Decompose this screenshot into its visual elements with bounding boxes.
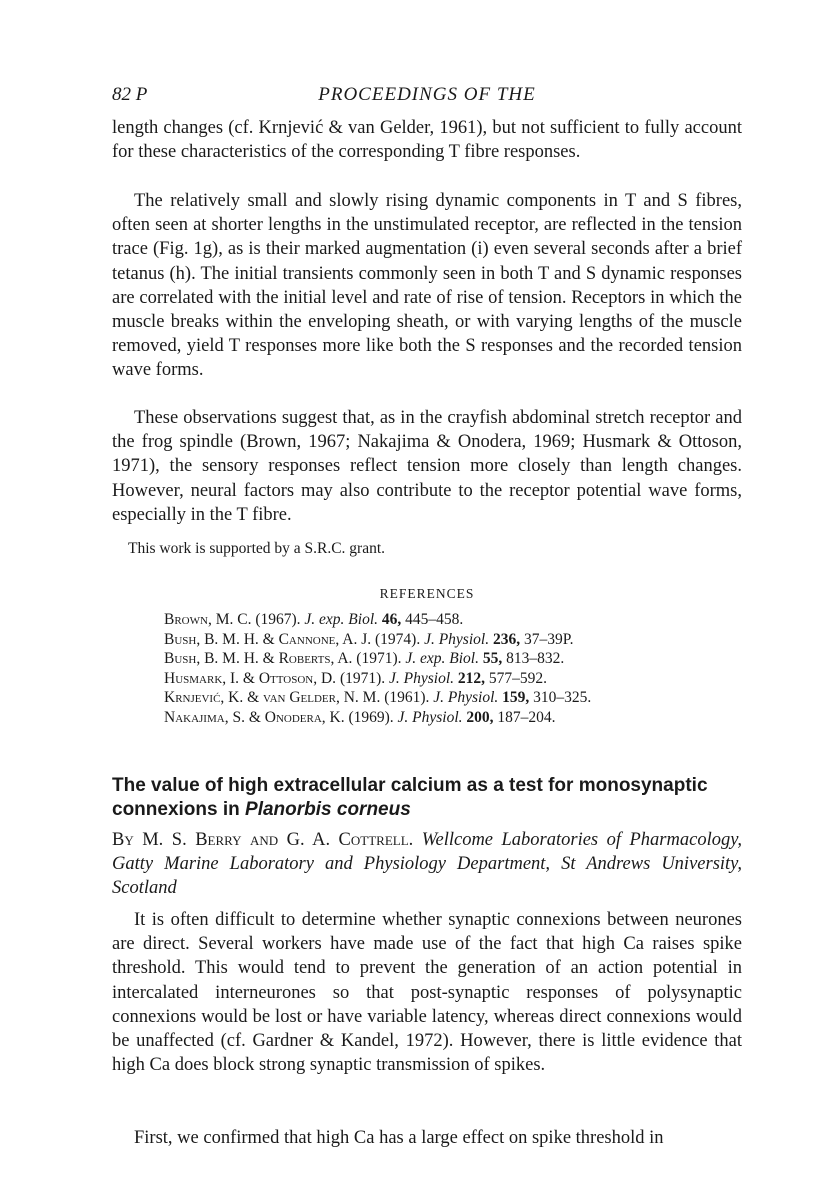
- reference-item: Husmark, I. & Ottoson, D. (1971). J. Physiol. 212, 577–592.: [164, 669, 548, 687]
- article-paragraph-1: It is often difficult to determine whether synaptic connexions between neurones are direct. Several workers have made use of the fact that high Ca raises spike threshold. This would tend to prevent the generation of an action potential in intercalated interneurones so that post-synaptic responses of polysynaptic connexions would be lost or have variable latency, whereas direct connexions would be unaffected (cf. Gardner & Kandel, 1972). However, there is little evidence that high Ca does block strong synaptic transmission of spikes.: [112, 910, 742, 1076]
- byline-authors: M. S. Berry and G. A. Cottrell.: [142, 830, 414, 850]
- body-paragraph-2: The relatively small and slowly rising dynamic components in T and S fibres, often seen at shorter lengths in the unstimulated receptor, are reflected in the tension trace (Fig. 1g), as is their marked augmentation (i) even several seconds after a brief tetanus (h). The initial transients commonly seen in both T and S dynamic responses are correlated with the initial level and rate of rise of tension. Receptors in which the muscle breaks within the enveloping sheath, or with varying lengths of the muscle removed, yield T responses more like both the S responses and the recorded tension wave forms.: [112, 191, 742, 381]
- reference-item: Nakajima, S. & Onodera, K. (1969). J. Physiol. 200, 187–204.: [164, 708, 556, 726]
- reference-item: Krnjević, K. & van Gelder, N. M. (1961). J. Physiol. 159, 310–325.: [164, 689, 592, 707]
- references-heading: REFERENCES: [379, 586, 475, 601]
- body-paragraph-3: These observations suggest that, as in the crayfish abdominal stretch receptor and the frog spindle (Brown, 1967; Nakajima & Onodera, 1969; Husmark & Ottoson, 1971), the sensory responses reflect tension more closely than length changes. However, neural factors may also contribute to the receptor potential wave forms, especially in the T fibre.: [112, 408, 742, 525]
- article-paragraph-2: First, we confirmed that high Ca has a large effect on spike threshold in: [134, 1128, 664, 1148]
- article-title-main: The value of high extracellular calcium as a test for monosynaptic connexions in: [112, 775, 708, 820]
- reference-item: Bush, B. M. H. & Roberts, A. (1971). J. exp. Biol. 55, 813–832.: [164, 650, 565, 668]
- article-title: [112, 774, 752, 822]
- body-paragraph-1: length changes (cf. Krnjević & van Gelder, 1961), but not sufficient to fully account for these characteristics of the corresponding T fibre responses.: [112, 118, 742, 163]
- article-byline: [112, 828, 742, 901]
- page-number: 82 P: [112, 84, 148, 105]
- reference-list: [164, 610, 744, 728]
- byline-affiliation: Wellcome Laboratories of Pharmacology, Gatty Marine Laboratory and Physiology Department, St Andrews University, Scotland: [112, 830, 743, 899]
- byline-by: By: [112, 830, 134, 850]
- journal-title: PROCEEDINGS OF THE: [318, 84, 536, 105]
- article-title-species: Planorbis corneus: [245, 799, 411, 820]
- reference-item: Bush, B. M. H. & Cannone, A. J. (1974). J. Physiol. 236, 37–39P.: [164, 630, 574, 648]
- running-head: [112, 84, 742, 108]
- reference-item: Brown, M. C. (1967). J. exp. Biol. 46, 445–458.: [164, 611, 464, 628]
- support-note: This work is supported by a S.R.C. grant.: [128, 540, 386, 557]
